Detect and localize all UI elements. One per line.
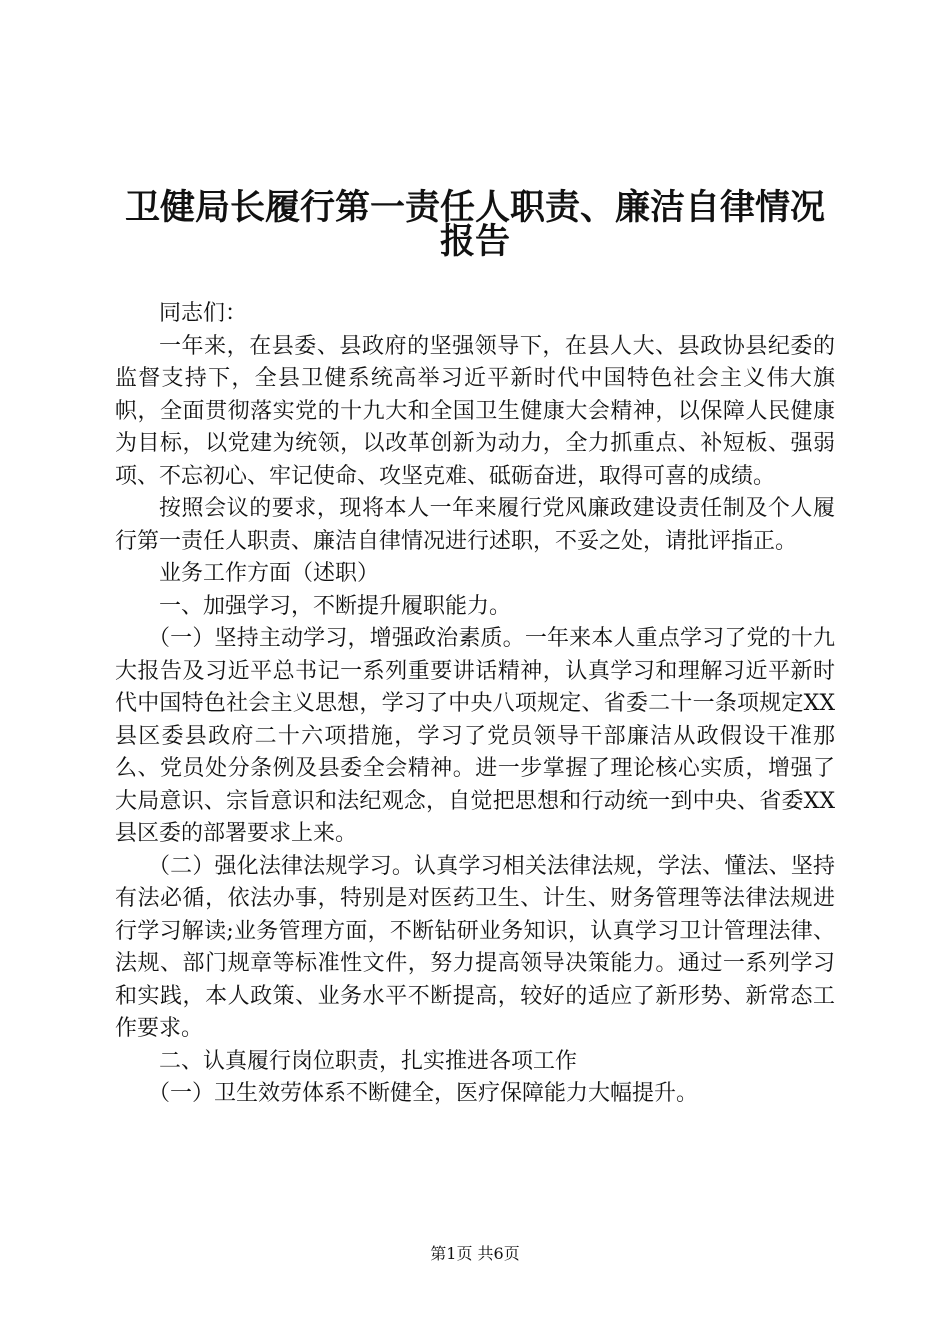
document-title-line-2: 报告 <box>439 221 510 262</box>
section-heading-work: 业务工作方面（述职） <box>159 561 380 586</box>
document-body <box>115 298 835 1111</box>
paragraph-1-2: （二）强化法律法规学习。认真学习相关法律法规，学法、懂法、坚持有法必循，依法办事，特别是对医药卫生、计生、财务管理等法律法规进行学习解读;业务管理方面，不断钻研业务知识，认真学习卫计管理法律、法规、部门规章等标准性文件，努力提高领导决策能力。通过一系列学习和实践，本人政策、业务水平不断提高，较好的适应了新形势、新常态工作要求。 <box>115 853 835 1041</box>
paragraph-intro: 一年来，在县委、县政府的坚强领导下，在县人大、县政协县纪委的监督支持下，全县卫健系统高举习近平新时代中国特色社会主义伟大旗帜，全面贯彻落实党的十九大和全国卫生健康大会精神，以保障人民健康为目标，以党建为统领，以改革创新为动力，全力抓重点、补短板、强弱项、不忘初心、牢记使命、攻坚克难、砥砺奋进，取得可喜的成绩。 <box>115 333 835 489</box>
page-footer: 第1页 共6页 <box>430 1244 520 1263</box>
section-heading-1: 一、加强学习，不断提升履职能力。 <box>159 593 512 619</box>
paragraph-2-1: （一）卫生效劳体系不断健全，医疗保障能力大幅提升。 <box>148 1081 699 1106</box>
section-heading-2: 二、认真履行岗位职责，扎实推进各项工作 <box>159 1048 578 1074</box>
paragraph-1-1: （一）坚持主动学习，增强政治素质。一年来本人重点学习了党的十九大报告及习近平总书记一系列重要讲话精神，认真学习和理解习近平新时代中国特色社会主义思想，学习了中央八项规定、省委二十一条项规定XX县区委县政府二十六项措施，学习了党员领导干部廉洁从政假设干准那么、党员处分条例及县委全会精神。进一步掌握了理论核心实质，增强了大局意识、宗旨意识和法纪观念，自觉把思想和行动统一到中央、省委XX县区委的部署要求上来。 <box>115 626 835 846</box>
document-title-line-1: 卫健局长履行第一责任人职责、廉洁自律情况 <box>124 187 825 228</box>
paragraph-purpose: 按照会议的要求，现将本人一年来履行党风廉政建设责任制及个人履行第一责任人职责、廉洁自律情况进行述职，不妥之处，请批评指正。 <box>115 496 835 554</box>
salutation: 同志们： <box>159 301 248 326</box>
